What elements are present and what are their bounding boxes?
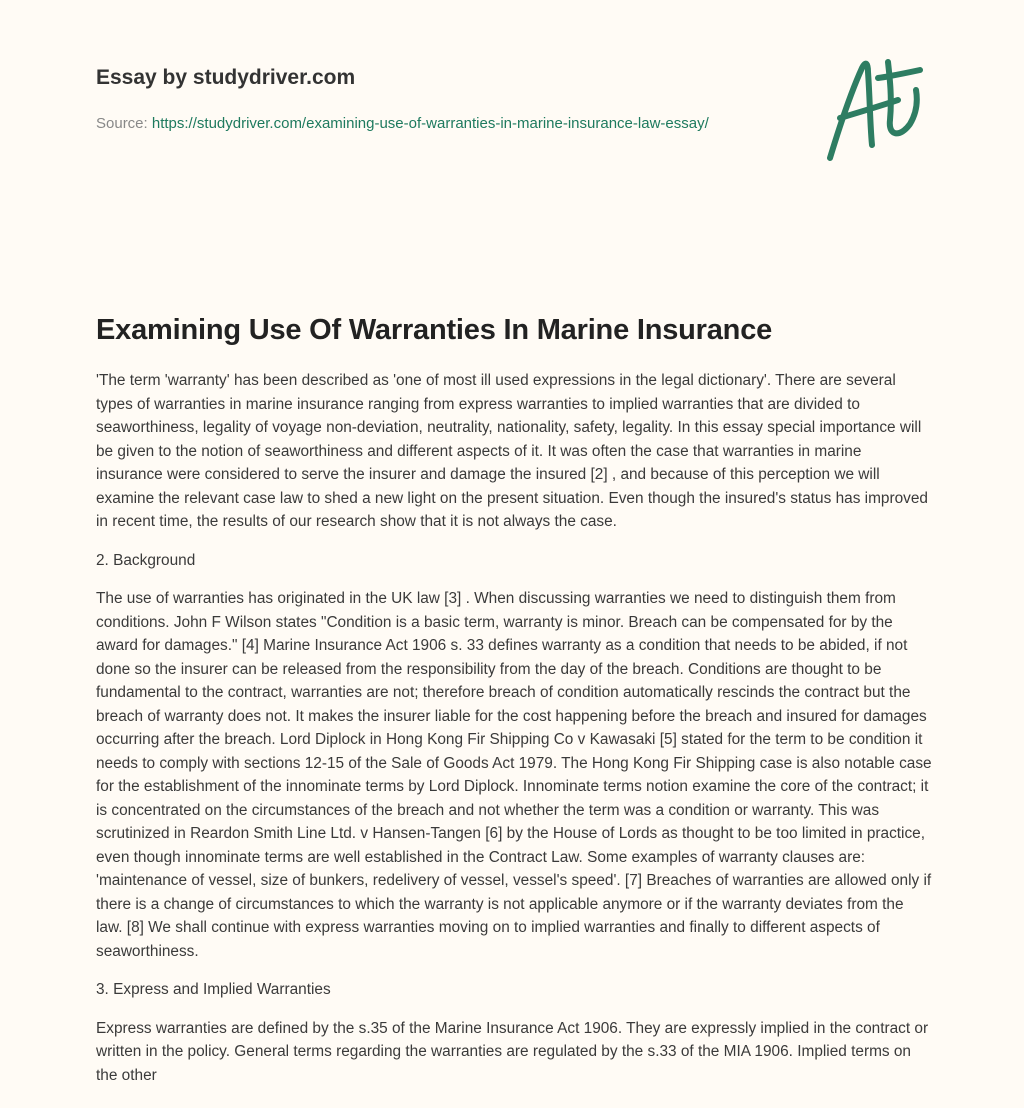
paragraph-express-implied: Express warranties are defined by the s.35 of the Marine Insurance Act 1906. They are expressly implied in the contract or written in the policy. General terms regarding the warranties are regulated by the s.33 of the MIA 1906. Implied terms on the other xyxy=(96,1019,929,1084)
article-title: Examining Use Of Warranties In Marine Insurance xyxy=(96,314,773,346)
site-title: Essay by studydriver.com xyxy=(96,66,356,89)
paragraph-background: The use of warranties has originated in the UK law [3] . When discussing warranties we need to distinguish them from conditions. John F Wilson states "Condition is a basic term, warranty is minor. Breach can be compensated for by the award for damages." [4] Marine Insurance Act 1906 s. 33 defines warranty as a condition that needs to be abided, if not done so the insurer can be released from the responsibility from the day of the breach. Conditions are thought to be fundamental to the contract, warranties are not; therefore breach of condition automatically rescinds the contract but the breach of warranty does not. It makes the insurer liable for the cost happening before the breach and insured for damages occurring after the breach. Lord Diplock in Hong Kong Fir Shipping Co v Kawasaki [5] stated for the term to be condition it needs to comply with sections 12-15 of the Sale of Goods Act 1979. The Hong Kong Fir Shipping case is also notable case for the establishment of the innominate terms by Lord Diplock. Innominate terms notion examine the core of the contract; it is concentrated on the circumstances of the breach and not whether the term was a condition or warranty. This was scrutinized in Reardon Smith Line Ltd. v Hansen-Tangen [6] by the House of Lords as thought to be too limited in practice, even though innominate terms are well established in the Contract Law. Some examples of warranty clauses are: 'maintenance of vessel, size of bunkers, redelivery of vessel, vessel's speed'. [7] Breaches of warranties are allowed only if there is a change of circumstances to which the warranty is not applicable anymore or if the warranty deviates from the law. [8] We shall continue with express warranties moving on to implied warranties and finally to different aspects of seaworthiness. xyxy=(96,590,932,960)
source-label: Source: xyxy=(96,115,148,132)
section-heading-background: 2. Background xyxy=(96,551,196,569)
source-link[interactable]: https://studydriver.com/examining-use-of-warranties-in-marine-insurance-law-essay/ xyxy=(151,115,709,132)
article-body xyxy=(96,369,932,1087)
page-header xyxy=(0,0,1024,226)
paragraph-intro: 'The term 'warranty' has been described as 'one of most ill used expressions in the legal dictionary'. There are several types of warranties in marine insurance ranging from express warranties to implied warranties that are divided to seaworthiness, legality of voyage non-deviation, neutrality, nationality, safety, legality. In this essay special importance will be given to the notion of seaworthiness and different aspects of it. It was often the case that warranties in marine insurance were considered to serve the insurer and damage the insured [2] , and because of this perception we will examine the relevant case law to shed a new light on the present situation. Even though the insured's status has improved in recent time, the results of our research show that it is not always the case. xyxy=(96,372,928,530)
section-heading-express-implied: 3. Express and Implied Warranties xyxy=(96,981,331,998)
source-line xyxy=(96,112,776,136)
a-plus-logo-icon xyxy=(820,40,930,165)
